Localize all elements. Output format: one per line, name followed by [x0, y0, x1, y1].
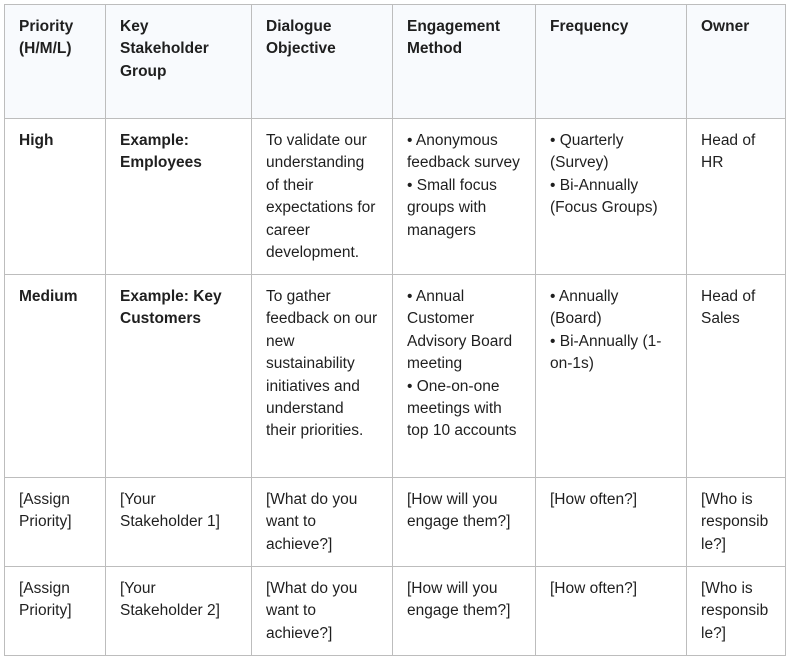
dialogue-objective-cell: [What do you want to achieve?]	[252, 567, 393, 656]
frequency-item: [How often?]	[550, 491, 638, 508]
frequency-item: • Quarterly (Survey)	[550, 132, 624, 172]
stakeholder-group-cell: [Your Stakeholder 1]	[106, 478, 252, 567]
priority-cell: Medium	[5, 275, 106, 478]
header-engagement-method: Engagement Method	[393, 5, 536, 119]
header-dialogue-objective: Dialogue Objective	[252, 5, 393, 119]
stakeholder-group-cell: Example: Employees	[106, 119, 252, 275]
frequency-cell	[536, 567, 687, 656]
header-priority: Priority (H/M/L)	[5, 5, 106, 119]
engagement-method-item: [How will you engage them?]	[407, 491, 511, 531]
frequency-item: • Bi-Annually (1-on-1s)	[550, 332, 662, 373]
table-row	[5, 478, 786, 567]
table-row	[5, 275, 786, 478]
priority-cell: [Assign Priority]	[5, 478, 106, 567]
header-stakeholder-group: Key Stakeholder Group	[106, 5, 252, 119]
dialogue-objective-cell: [What do you want to achieve?]	[252, 478, 393, 567]
engagement-method-item: • One-on-one meetings with top 10 accounts	[407, 377, 517, 440]
dialogue-objective-cell: To validate our understanding of their expectations for career development.	[252, 119, 393, 275]
engagement-method-item: • Annual Customer Advisory Board meeting	[407, 288, 513, 373]
owner-cell: Head of HR	[687, 119, 786, 275]
priority-cell: [Assign Priority]	[5, 567, 106, 656]
engagement-method-cell	[393, 275, 536, 478]
stakeholder-group-cell: [Your Stakeholder 2]	[106, 567, 252, 656]
frequency-item: • Bi-Annually (Focus Groups)	[550, 176, 658, 217]
priority-cell: High	[5, 119, 106, 275]
header-owner: Owner	[687, 5, 786, 119]
engagement-method-item: • Anonymous feedback survey	[407, 132, 520, 172]
frequency-item: • Annually (Board)	[550, 288, 619, 328]
engagement-method-item: [How will you engage them?]	[407, 580, 511, 620]
owner-cell: [Who is responsible?]	[687, 478, 786, 567]
owner-cell: Head of Sales	[687, 275, 786, 478]
frequency-cell	[536, 478, 687, 567]
table-row	[5, 567, 786, 656]
owner-cell: [Who is responsible?]	[687, 567, 786, 656]
frequency-cell	[536, 275, 687, 478]
table-row	[5, 119, 786, 275]
frequency-cell	[536, 119, 687, 275]
engagement-method-item: • Small focus groups with managers	[407, 176, 497, 239]
dialogue-objective-cell: To gather feedback on our new sustainability initiatives and understand their priorities.	[252, 275, 393, 478]
engagement-method-cell	[393, 567, 536, 656]
header-frequency: Frequency	[536, 5, 687, 119]
stakeholder-engagement-table	[4, 4, 786, 656]
engagement-method-cell	[393, 119, 536, 275]
header-row	[5, 5, 786, 119]
stakeholder-group-cell: Example: Key Customers	[106, 275, 252, 478]
frequency-item: [How often?]	[550, 580, 638, 597]
engagement-method-cell	[393, 478, 536, 567]
